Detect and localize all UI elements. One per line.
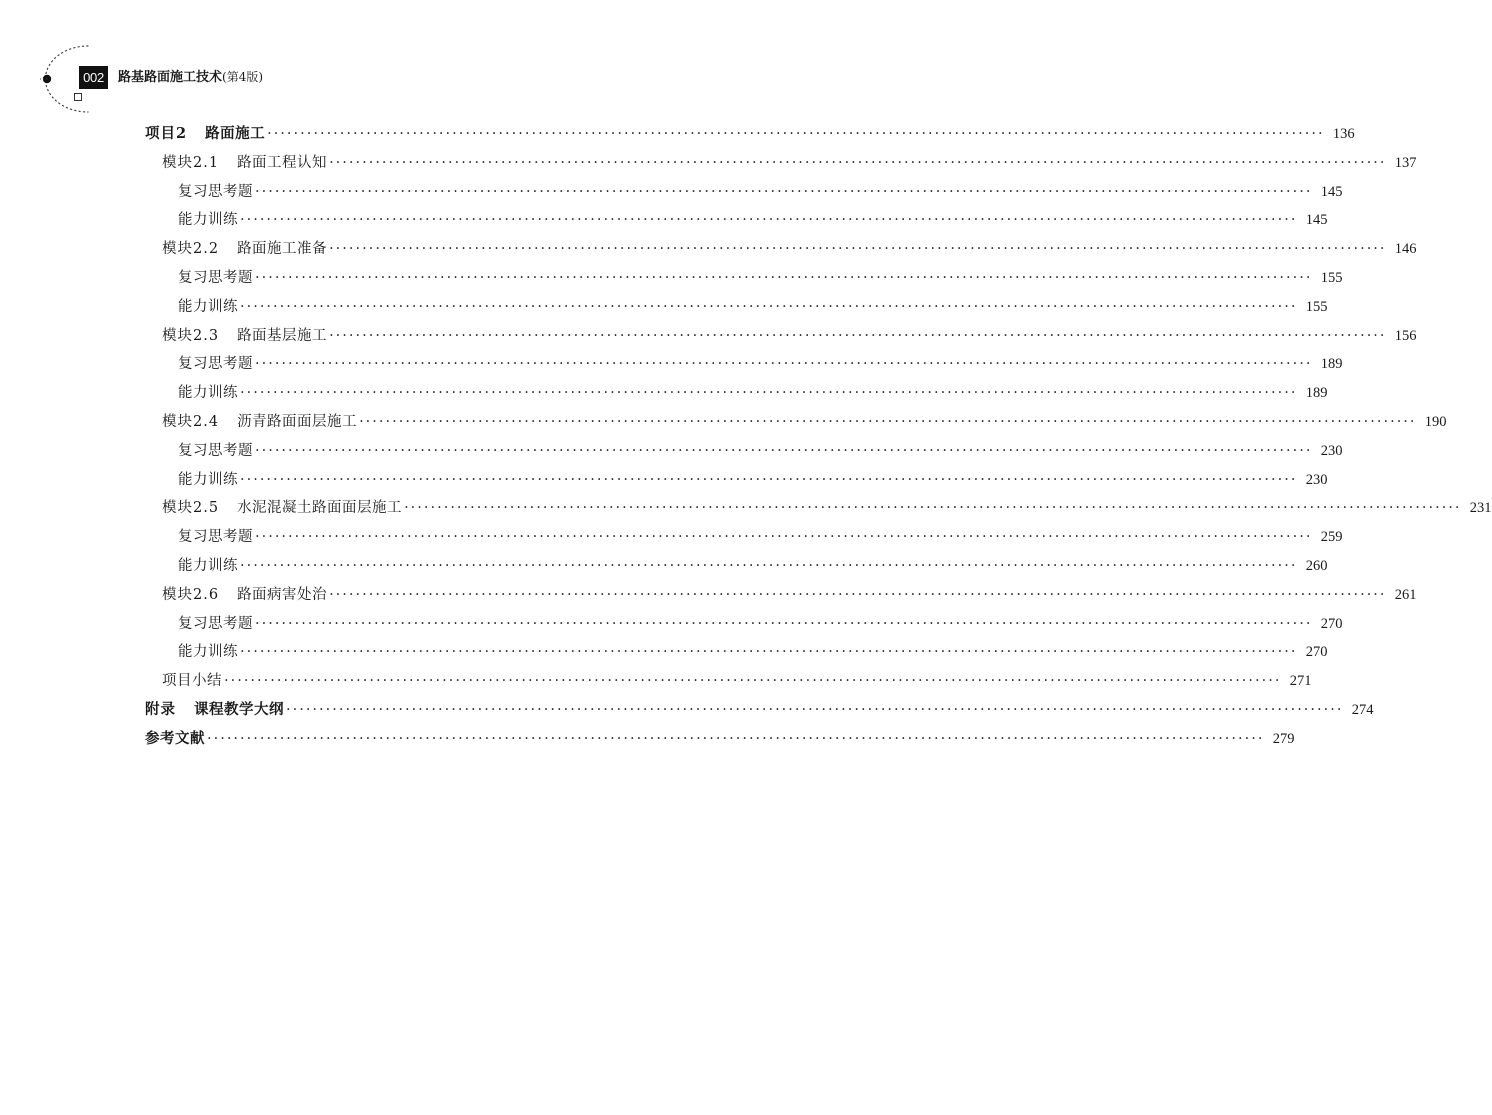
toc-entry-page: 190 [1424, 413, 1447, 430]
toc-entry-label [178, 264, 253, 293]
toc-entry-page: 270 [1305, 644, 1328, 661]
toc-entry[interactable] [145, 408, 1447, 437]
toc-entry[interactable] [145, 667, 1312, 696]
toc-entry-page: 137 [1394, 154, 1417, 171]
toc-entry-label [178, 437, 253, 466]
toc-entry-label [162, 408, 357, 437]
toc-dot-leader: ································································································································································ [240, 385, 1298, 402]
toc-entry-title: 水泥混凝土路面面层施工 [237, 500, 403, 517]
toc-entry-page: 156 [1394, 327, 1417, 344]
toc-entry-page: 155 [1320, 269, 1343, 286]
toc-entry-page: 145 [1320, 183, 1343, 200]
toc-entry-code: 模块2.6 [162, 586, 220, 603]
toc-entry-title: 项目小结 [162, 673, 222, 690]
toc-entry-title: 路面基层施工 [237, 327, 328, 344]
toc-dot-leader: ································································································································································ [255, 529, 1313, 546]
toc-entry[interactable] [145, 581, 1417, 610]
toc-entry-title: 能力训练 [178, 385, 238, 402]
toc-entry[interactable] [145, 322, 1417, 351]
toc-entry-label [178, 379, 238, 408]
toc-dot-leader: ································································································································································ [286, 701, 1344, 718]
page-number-badge: 002 [79, 66, 108, 89]
toc-entry-label [178, 178, 253, 207]
toc-entry-code: 模块2.2 [162, 241, 220, 258]
toc-dot-leader: ································································································································································ [329, 154, 1387, 171]
toc-entry-code: 附录 [145, 700, 176, 718]
toc-entry-title: 能力训练 [178, 557, 238, 574]
toc-entry[interactable] [145, 149, 1417, 178]
toc-entry[interactable] [145, 206, 1328, 235]
toc-entry[interactable] [145, 725, 1295, 754]
book-edition: (第4版) [222, 70, 264, 84]
toc-entry[interactable] [145, 523, 1343, 552]
toc-entry-page: 189 [1320, 356, 1343, 373]
toc-entry-code: 模块2.3 [162, 327, 220, 344]
toc-entry-label [162, 149, 327, 178]
toc-dot-leader: ································································································································································ [255, 269, 1313, 286]
toc-entry[interactable] [145, 264, 1343, 293]
toc-dot-leader: ································································································································································ [240, 298, 1298, 315]
toc-dot-leader: ································································································································································ [207, 730, 1265, 747]
toc-entry[interactable] [145, 638, 1328, 667]
toc-entry-page: 146 [1394, 241, 1417, 258]
toc-entry-page: 260 [1305, 557, 1328, 574]
toc-entry-title: 路面工程认知 [237, 154, 328, 171]
toc-entry-title: 路面施工准备 [237, 241, 328, 258]
toc-entry[interactable] [145, 696, 1374, 725]
toc-entry-code: 模块2.4 [162, 413, 220, 430]
toc-entry-label [145, 725, 205, 754]
table-of-contents [145, 120, 1492, 754]
toc-entry-page: 155 [1305, 298, 1328, 315]
toc-entry[interactable] [145, 552, 1328, 581]
toc-dot-leader: ································································································································································ [329, 241, 1387, 258]
toc-entry[interactable] [145, 610, 1343, 639]
decorative-arc-icon [0, 0, 120, 120]
toc-dot-leader: ································································································································································ [240, 471, 1298, 488]
toc-entry-page: 145 [1305, 212, 1328, 229]
toc-entry-label [145, 696, 284, 725]
toc-entry-page: 136 [1332, 126, 1355, 142]
toc-entry-code: 项目2 [145, 125, 188, 142]
toc-dot-leader: ································································································································································ [359, 413, 1417, 430]
toc-entry-label [162, 322, 327, 351]
toc-dot-leader: ································································································································································ [267, 126, 1325, 142]
toc-entry-title: 复习思考题 [178, 356, 253, 373]
toc-entry[interactable] [145, 120, 1355, 149]
toc-entry-page: 189 [1305, 385, 1328, 402]
toc-entry-label [178, 523, 253, 552]
toc-entry-label [162, 235, 327, 264]
toc-entry[interactable] [145, 235, 1417, 264]
book-title [118, 67, 263, 88]
toc-entry-page: 261 [1394, 586, 1417, 603]
toc-entry-title: 复习思考题 [178, 269, 253, 286]
toc-dot-leader: ································································································································································ [240, 212, 1298, 229]
toc-entry-title: 能力训练 [178, 298, 238, 315]
toc-dot-leader: ································································································································································ [329, 327, 1387, 344]
toc-entry[interactable] [145, 350, 1343, 379]
toc-entry-label [162, 494, 402, 523]
toc-entry-label [178, 466, 238, 495]
toc-entry-title: 复习思考题 [178, 442, 253, 459]
toc-entry-page: 274 [1351, 701, 1374, 718]
toc-dot-leader: ································································································································································ [255, 183, 1313, 200]
toc-entry-page: 279 [1272, 730, 1295, 747]
toc-entry-label [162, 667, 222, 696]
toc-entry-title: 能力训练 [178, 644, 238, 661]
toc-dot-leader: ································································································································································ [255, 615, 1313, 632]
toc-entry[interactable] [145, 437, 1343, 466]
toc-entry[interactable] [145, 379, 1328, 408]
square-marker-icon [74, 93, 82, 101]
toc-entry-page: 230 [1320, 442, 1343, 459]
toc-entry-label [162, 581, 327, 610]
toc-entry-label [178, 350, 253, 379]
toc-entry-page: 231 [1469, 500, 1492, 517]
toc-dot-leader: ································································································································································ [240, 557, 1298, 574]
toc-entry-title: 能力训练 [178, 212, 238, 229]
toc-entry-label [178, 638, 238, 667]
toc-dot-leader: ································································································································································ [329, 586, 1387, 603]
toc-entry-title: 复习思考题 [178, 183, 253, 200]
toc-entry[interactable] [145, 178, 1343, 207]
toc-dot-leader: ································································································································································ [255, 442, 1313, 459]
toc-entry[interactable] [145, 494, 1492, 523]
toc-entry-page: 259 [1320, 529, 1343, 546]
toc-entry-page: 270 [1320, 615, 1343, 632]
toc-entry-title: 复习思考题 [178, 615, 253, 632]
toc-dot-leader: ································································································································································ [255, 356, 1313, 373]
toc-entry-label [178, 293, 238, 322]
toc-entry-label [178, 552, 238, 581]
toc-entry-title: 能力训练 [178, 471, 238, 488]
toc-entry-title: 路面施工 [205, 125, 266, 142]
toc-dot-leader: ································································································································································ [224, 673, 1282, 690]
toc-dot-leader: ································································································································································ [404, 500, 1462, 517]
toc-entry-title: 复习思考题 [178, 529, 253, 546]
toc-entry-label [178, 206, 238, 235]
running-header [0, 0, 790, 120]
toc-entry-label [178, 610, 253, 639]
toc-entry[interactable] [145, 293, 1328, 322]
toc-dot-leader: ································································································································································ [240, 644, 1298, 661]
toc-entry-title: 路面病害处治 [237, 586, 328, 603]
toc-entry-code: 模块2.1 [162, 154, 220, 171]
toc-entry-title: 沥青路面面层施工 [237, 413, 358, 430]
toc-entry-page: 230 [1305, 471, 1328, 488]
toc-entry-title: 参考文献 [145, 729, 205, 747]
toc-entry-label [145, 120, 265, 149]
toc-entry-code: 模块2.5 [162, 500, 220, 517]
book-title-text: 路基路面施工技术 [118, 70, 223, 85]
toc-entry-title: 课程教学大纲 [194, 700, 284, 718]
toc-entry-page: 271 [1289, 673, 1312, 690]
toc-entry[interactable] [145, 466, 1328, 495]
